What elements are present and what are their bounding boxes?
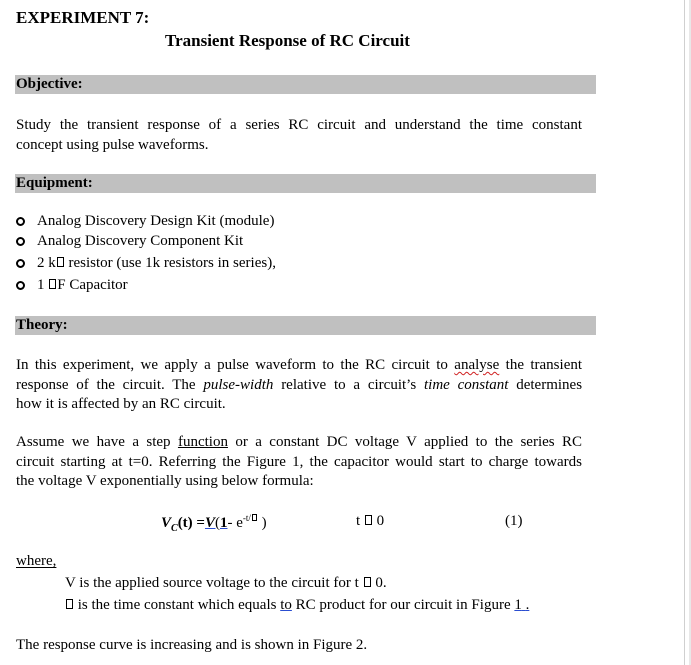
- missing-glyph-icon: [49, 279, 56, 289]
- objective-text: [16, 116, 582, 155]
- where-item-voltage: V is the applied source voltage to the circuit for t 0.: [65, 575, 387, 591]
- objective-bar: [15, 75, 596, 94]
- equipment-item: [16, 255, 276, 275]
- equipment-item: [16, 233, 243, 253]
- spellcheck-word[interactable]: analyse: [454, 357, 500, 373]
- underlined-word: function: [177, 434, 228, 450]
- page-title: Transient Response of RC Circuit: [165, 31, 410, 50]
- paragraph-line: response of the circuit. The pulse-width relative to a circuit’s time constant determines: [16, 376, 583, 393]
- response-curve-text: The response curve is increasing and is shown in Figure 2.: [16, 637, 368, 653]
- resistor-value: 2 k: [37, 255, 56, 271]
- objective-line: Study the transient response of a series RC circuit and understand the time constant: [16, 117, 582, 133]
- charging-equation: $V_C(t) =V(1-$ $e^{-t/}$ ): [161, 513, 267, 534]
- equipment-item-text: Capacitor: [69, 277, 128, 293]
- missing-glyph-icon: [365, 515, 372, 525]
- underlined-word: to: [280, 597, 292, 613]
- objective-label: Objective:: [16, 76, 83, 92]
- bullet-circle-icon: [16, 281, 25, 290]
- bullet-circle-icon: [16, 217, 25, 226]
- paragraph-line: how it is affected by an RC circuit.: [16, 396, 226, 412]
- missing-glyph-icon: [57, 257, 64, 267]
- equipment-item: [16, 277, 128, 297]
- theory-bar: [15, 316, 596, 335]
- paragraph-line: Assume we have a step function or a constant DC voltage V applied to the series RC: [16, 434, 583, 450]
- where-label: where,: [16, 553, 57, 569]
- missing-glyph-icon: [364, 577, 371, 587]
- equation-number: (1): [505, 513, 523, 529]
- equipment-label: Equipment:: [16, 175, 93, 191]
- capacitor-value: 1: [37, 277, 49, 293]
- theory-label: Theory:: [16, 317, 68, 333]
- bullet-circle-icon: [16, 237, 25, 246]
- where-item-tau: is the time constant which equals to RC product for our circuit in Figure 1 .: [65, 597, 529, 614]
- paragraph-line: circuit starting at t=0. Referring the Figure 1, the capacitor would start to charge towards: [16, 453, 582, 470]
- equipment-bar: [15, 174, 596, 193]
- theory-paragraph-1: [16, 356, 582, 415]
- missing-glyph-icon: [252, 514, 257, 521]
- equipment-item-text: Analog Discovery Design Kit (module): [37, 213, 275, 229]
- equation-condition: t 0: [356, 513, 385, 529]
- capacitor-unit: F: [57, 277, 66, 293]
- equipment-item: [16, 213, 274, 233]
- figure-reference[interactable]: 1 .: [514, 597, 530, 613]
- objective-line: concept using pulse waveforms.: [16, 136, 209, 153]
- bullet-circle-icon: [16, 259, 25, 268]
- experiment-heading: EXPERIMENT 7:: [16, 8, 150, 27]
- paragraph-line: the voltage V exponentially using below formula:: [16, 473, 314, 489]
- theory-paragraph-2: [16, 433, 582, 492]
- paragraph-line: In this experiment, we apply a pulse waveform to the RC circuit to analyse the transient: [16, 357, 583, 373]
- page-edge: [684, 0, 685, 665]
- equipment-item-text: resistor (use 1k resistors in series),: [68, 255, 276, 271]
- equation-underlined: V(1: [204, 515, 228, 531]
- equipment-item-text: Analog Discovery Component Kit: [37, 233, 244, 249]
- missing-glyph-icon: [66, 599, 73, 609]
